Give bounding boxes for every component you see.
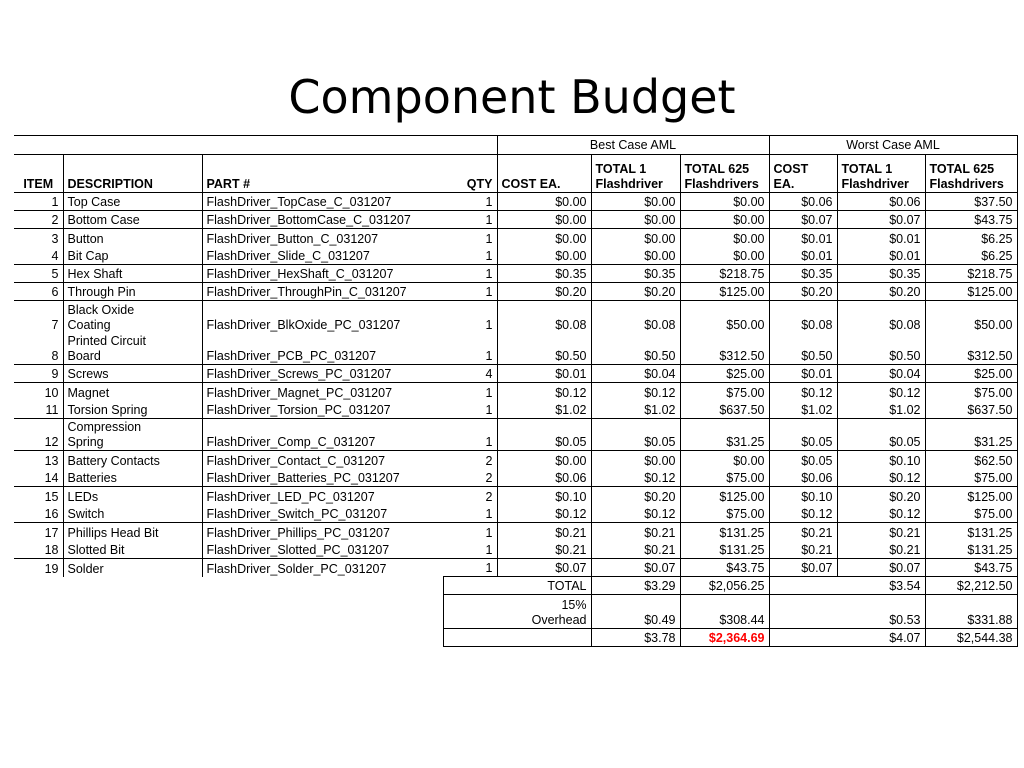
cell-worst-cost: $1.02 xyxy=(769,401,837,419)
cell-item: 10 xyxy=(14,383,63,401)
table-row xyxy=(14,211,1017,229)
cell-total1: $0.12 xyxy=(591,505,680,523)
description-line: Top Case xyxy=(67,195,121,209)
cell-description xyxy=(63,301,202,333)
cell-qty: 1 xyxy=(443,401,497,419)
cell-worst-total1: $0.21 xyxy=(837,541,925,559)
table-row xyxy=(14,541,1017,559)
cell-worst-total1: $0.07 xyxy=(837,559,925,577)
cell-worst-cost: $0.12 xyxy=(769,505,837,523)
cell-total1: $0.04 xyxy=(591,365,680,383)
cell-item: 11 xyxy=(14,401,63,419)
header-total625-line1: TOTAL 625 xyxy=(684,162,750,176)
cell-part: FlashDriver_Switch_PC_031207 xyxy=(202,505,443,523)
cell-total625: $131.25 xyxy=(680,541,769,559)
cell-description xyxy=(63,265,202,283)
table-row xyxy=(14,451,1017,469)
cell-worst-total625: $75.00 xyxy=(925,383,1017,401)
description-line: Coating xyxy=(67,317,111,332)
cell-item: 16 xyxy=(14,505,63,523)
table-row xyxy=(14,193,1017,211)
cell-total625: $50.00 xyxy=(680,301,769,333)
cell-worst-total625: $50.00 xyxy=(925,301,1017,333)
cell-total1: $0.21 xyxy=(591,541,680,559)
cell-worst-total1: $0.35 xyxy=(837,265,925,283)
cell-worst-total625: $131.25 xyxy=(925,541,1017,559)
cell-cost-ea: $0.10 xyxy=(497,487,591,505)
cell-qty: 1 xyxy=(443,247,497,265)
header-total1-line1: TOTAL 1 xyxy=(595,162,647,176)
cell-description xyxy=(63,469,202,487)
cell-qty: 1 xyxy=(443,229,497,247)
header-worst-total1-line1: TOTAL 1 xyxy=(841,162,893,176)
cell-worst-cost: $0.10 xyxy=(769,487,837,505)
description-line: Board xyxy=(67,349,101,363)
cell-worst-cost: $0.07 xyxy=(769,211,837,229)
cell-part: FlashDriver_Solder_PC_031207 xyxy=(206,561,387,576)
cell-worst-total1: $0.20 xyxy=(837,487,925,505)
cell-description xyxy=(63,333,202,365)
description-line: Bottom Case xyxy=(67,213,140,227)
cell-worst-cost: $0.01 xyxy=(769,229,837,247)
grand-best-1: $3.78 xyxy=(591,629,680,647)
cell-total625: $31.25 xyxy=(680,419,769,451)
cell-worst-total625: $25.00 xyxy=(925,365,1017,383)
grand-total-row xyxy=(14,629,1017,647)
cell-part: FlashDriver_Button_C_031207 xyxy=(206,231,379,246)
cell-part: FlashDriver_Screws_PC_031207 xyxy=(202,365,443,383)
cell-qty: 1 xyxy=(443,523,497,541)
cell-worst-cost: $0.20 xyxy=(769,283,837,301)
cell-cost-ea: $0.00 xyxy=(497,193,591,211)
overhead-label xyxy=(497,595,591,629)
description-line: Batteries xyxy=(67,471,117,485)
cell-worst-cost: $0.35 xyxy=(769,265,837,283)
cell-part: FlashDriver_Magnet_PC_031207 xyxy=(206,385,393,400)
cell-total625: $75.00 xyxy=(680,383,769,401)
overhead-row xyxy=(14,595,1017,629)
cell-worst-total1: $0.07 xyxy=(837,211,925,229)
header-worst-total625 xyxy=(925,155,1017,193)
table-row xyxy=(14,301,1017,333)
overhead-text: Overhead xyxy=(531,613,587,627)
description-line: Torsion Spring xyxy=(67,403,148,417)
cell-cost-ea: $0.00 xyxy=(497,247,591,265)
best-case-header: Best Case AML xyxy=(497,136,769,155)
cell-worst-total1: $0.50 xyxy=(837,333,925,365)
cell-description xyxy=(63,505,202,523)
cell-qty: 2 xyxy=(443,487,497,505)
cell-part: FlashDriver_ThroughPin_C_031207 xyxy=(202,283,443,301)
grand-worst-625: $2,544.38 xyxy=(925,629,1017,647)
cell-item: 6 xyxy=(14,283,63,301)
cell-part: FlashDriver_BottomCase_C_031207 xyxy=(202,211,443,229)
header-worst-total625-line1: TOTAL 625 xyxy=(929,162,995,176)
header-total1-line2: Flashdriver xyxy=(595,177,663,191)
cell-description xyxy=(63,365,202,383)
cell-item: 15 xyxy=(14,487,63,505)
cell-worst-total1: $0.05 xyxy=(837,419,925,451)
cell-total1: $0.12 xyxy=(591,383,680,401)
cell-total625: $0.00 xyxy=(680,193,769,211)
cell-item: 2 xyxy=(14,211,63,229)
cell-worst-cost: $0.08 xyxy=(769,301,837,333)
cell-worst-total625: $43.75 xyxy=(925,559,1017,577)
cell-worst-total1: $1.02 xyxy=(837,401,925,419)
cell-qty: 1 xyxy=(443,265,497,283)
cell-part: FlashDriver_LED_PC_031207 xyxy=(206,489,375,504)
cell-cost-ea: $0.00 xyxy=(497,229,591,247)
cell-cost-ea: $0.01 xyxy=(497,365,591,383)
description-line: LEDs xyxy=(67,489,99,504)
cell-total625: $312.50 xyxy=(680,333,769,365)
cell-item: 4 xyxy=(14,247,63,265)
cell-total625: $75.00 xyxy=(680,469,769,487)
cell-cost-ea: $0.07 xyxy=(497,559,591,577)
header-worst-cost xyxy=(769,155,837,193)
cell-worst-total1: $0.01 xyxy=(837,229,925,247)
table-row xyxy=(14,505,1017,523)
cell-cost-ea: $0.00 xyxy=(497,211,591,229)
grand-best-625-highlight: $2,364.69 xyxy=(680,629,769,647)
cell-cost-ea: $0.12 xyxy=(497,505,591,523)
cell-total625: $43.75 xyxy=(680,559,769,577)
cell-worst-total625: $637.50 xyxy=(925,401,1017,419)
description-line: Screws xyxy=(67,367,109,381)
description-line: Spring xyxy=(67,435,104,449)
cell-qty: 1 xyxy=(443,333,497,365)
description-line: Battery Contacts xyxy=(67,453,160,468)
cell-qty: 1 xyxy=(443,193,497,211)
cell-item: 3 xyxy=(14,229,63,247)
cell-total625: $218.75 xyxy=(680,265,769,283)
cell-worst-total625: $125.00 xyxy=(925,487,1017,505)
total-worst-1: $3.54 xyxy=(837,577,925,595)
cell-total1: $0.20 xyxy=(591,487,680,505)
cell-item: 13 xyxy=(14,451,63,469)
cell-item: 8 xyxy=(14,333,63,365)
cell-qty: 1 xyxy=(443,541,497,559)
total-best-625: $2,056.25 xyxy=(680,577,769,595)
cell-qty: 1 xyxy=(443,419,497,451)
cell-total1: $0.05 xyxy=(591,419,680,451)
cell-worst-total625: $31.25 xyxy=(925,419,1017,451)
overhead-best-1: $0.49 xyxy=(591,595,680,629)
total-best-1: $3.29 xyxy=(591,577,680,595)
header-worst-total1 xyxy=(837,155,925,193)
cell-part: FlashDriver_Torsion_PC_031207 xyxy=(202,401,443,419)
table-row xyxy=(14,559,1017,577)
cell-cost-ea: $0.21 xyxy=(497,523,591,541)
cell-total1: $0.35 xyxy=(591,265,680,283)
cell-worst-total625: $125.00 xyxy=(925,283,1017,301)
cell-part: FlashDriver_TopCase_C_031207 xyxy=(202,193,443,211)
column-header-row xyxy=(14,155,1017,193)
cell-worst-cost: $0.50 xyxy=(769,333,837,365)
header-worst-cost-line1: COST xyxy=(773,162,809,176)
cell-item: 7 xyxy=(14,301,63,333)
cell-total625: $0.00 xyxy=(680,451,769,469)
cell-description xyxy=(63,383,202,401)
component-budget-table xyxy=(14,135,1018,647)
table-row xyxy=(14,229,1017,247)
cell-worst-cost: $0.05 xyxy=(769,451,837,469)
cell-item: 19 xyxy=(14,559,63,577)
cell-item: 1 xyxy=(14,193,63,211)
table-row xyxy=(14,487,1017,505)
cell-worst-total625: $75.00 xyxy=(925,469,1017,487)
cell-part: FlashDriver_Slide_C_031207 xyxy=(202,247,443,265)
cell-worst-cost: $0.12 xyxy=(769,383,837,401)
cell-description xyxy=(63,559,202,577)
cell-worst-total625: $75.00 xyxy=(925,505,1017,523)
cell-cost-ea: $0.06 xyxy=(497,469,591,487)
grand-worst-1: $4.07 xyxy=(837,629,925,647)
cell-description xyxy=(63,211,202,229)
cell-cost-ea: $0.08 xyxy=(497,301,591,333)
table-row xyxy=(14,401,1017,419)
description-line: Button xyxy=(67,231,104,246)
cell-qty: 2 xyxy=(443,451,497,469)
table-row xyxy=(14,419,1017,451)
cell-cost-ea: $0.21 xyxy=(497,541,591,559)
page-title: Component Budget xyxy=(288,70,736,124)
cell-qty: 1 xyxy=(443,283,497,301)
description-line: Slotted Bit xyxy=(67,543,125,557)
cell-qty: 1 xyxy=(443,211,497,229)
cell-worst-total625: $131.25 xyxy=(925,523,1017,541)
description-line: Printed Circuit xyxy=(67,334,146,348)
description-line: Magnet xyxy=(67,385,110,400)
header-cost-ea: COST EA. xyxy=(497,155,591,193)
cell-part: FlashDriver_HexShaft_C_031207 xyxy=(202,265,443,283)
cell-item: 12 xyxy=(14,419,63,451)
table-row xyxy=(14,333,1017,365)
cell-worst-cost: $0.01 xyxy=(769,247,837,265)
cell-total1: $0.00 xyxy=(591,193,680,211)
header-worst-total1-line2: Flashdriver xyxy=(841,177,909,191)
cell-part: FlashDriver_Slotted_PC_031207 xyxy=(202,541,443,559)
cell-total1: $0.00 xyxy=(591,247,680,265)
cell-worst-total1: $0.04 xyxy=(837,365,925,383)
cell-total1: $0.07 xyxy=(591,559,680,577)
cell-worst-total625: $43.75 xyxy=(925,211,1017,229)
overhead-best-625: $308.44 xyxy=(680,595,769,629)
header-qty: QTY xyxy=(443,155,497,193)
cell-worst-total1: $0.06 xyxy=(837,193,925,211)
cell-qty: 1 xyxy=(443,301,497,333)
cell-cost-ea: $0.05 xyxy=(497,419,591,451)
cell-total625: $0.00 xyxy=(680,211,769,229)
cell-worst-cost: $0.05 xyxy=(769,419,837,451)
cell-part: FlashDriver_Comp_C_031207 xyxy=(202,419,443,451)
cell-worst-cost: $0.21 xyxy=(769,541,837,559)
cell-description xyxy=(63,487,202,505)
cell-description xyxy=(63,523,202,541)
cell-total1: $0.12 xyxy=(591,469,680,487)
budget-rows xyxy=(14,193,1017,577)
cell-worst-total1: $0.12 xyxy=(837,469,925,487)
cell-worst-cost: $0.06 xyxy=(769,469,837,487)
cell-part: FlashDriver_Batteries_PC_031207 xyxy=(202,469,443,487)
cell-description xyxy=(63,541,202,559)
cell-qty: 4 xyxy=(443,365,497,383)
cell-description xyxy=(63,247,202,265)
overhead-worst-625: $331.88 xyxy=(925,595,1017,629)
description-line: Solder xyxy=(67,561,104,576)
cell-cost-ea: $0.00 xyxy=(497,451,591,469)
cell-worst-total1: $0.01 xyxy=(837,247,925,265)
header-description: DESCRIPTION xyxy=(63,155,202,193)
cell-total1: $1.02 xyxy=(591,401,680,419)
header-item: ITEM xyxy=(14,155,63,193)
overhead-worst-1: $0.53 xyxy=(837,595,925,629)
cell-worst-total625: $6.25 xyxy=(925,229,1017,247)
cell-item: 14 xyxy=(14,469,63,487)
cell-cost-ea: $1.02 xyxy=(497,401,591,419)
header-total1 xyxy=(591,155,680,193)
table-row xyxy=(14,247,1017,265)
cell-cost-ea: $0.50 xyxy=(497,333,591,365)
header-total625-line2: Flashdrivers xyxy=(684,177,759,191)
cell-qty: 1 xyxy=(443,383,497,401)
cell-worst-total625: $6.25 xyxy=(925,247,1017,265)
summary-rows xyxy=(14,577,1017,647)
description-line: Hex Shaft xyxy=(67,267,123,281)
cell-total1: $0.50 xyxy=(591,333,680,365)
description-line: Compression xyxy=(67,420,142,434)
cell-worst-cost: $0.07 xyxy=(769,559,837,577)
cell-worst-total625: $312.50 xyxy=(925,333,1017,365)
cell-part: FlashDriver_Phillips_PC_031207 xyxy=(206,525,390,540)
cell-cost-ea: $0.35 xyxy=(497,265,591,283)
cell-worst-total1: $0.08 xyxy=(837,301,925,333)
total-label: TOTAL xyxy=(497,577,591,595)
cell-worst-total1: $0.10 xyxy=(837,451,925,469)
cell-total1: $0.00 xyxy=(591,211,680,229)
cell-description xyxy=(63,193,202,211)
header-total625 xyxy=(680,155,769,193)
cell-cost-ea: $0.20 xyxy=(497,283,591,301)
cell-worst-total625: $62.50 xyxy=(925,451,1017,469)
cell-total625: $125.00 xyxy=(680,487,769,505)
cell-part: FlashDriver_Contact_C_031207 xyxy=(206,453,386,468)
table-row xyxy=(14,265,1017,283)
total-row xyxy=(14,577,1017,595)
cell-worst-total1: $0.20 xyxy=(837,283,925,301)
total-worst-625: $2,212.50 xyxy=(925,577,1017,595)
cell-description xyxy=(63,419,202,451)
header-worst-total625-line2: Flashdrivers xyxy=(929,177,1004,191)
cell-item: 18 xyxy=(14,541,63,559)
cell-item: 17 xyxy=(14,523,63,541)
cell-total625: $637.50 xyxy=(680,401,769,419)
cell-worst-cost: $0.06 xyxy=(769,193,837,211)
cell-total625: $25.00 xyxy=(680,365,769,383)
cell-qty: 1 xyxy=(443,559,497,577)
table-row xyxy=(14,283,1017,301)
cell-worst-total625: $37.50 xyxy=(925,193,1017,211)
cell-worst-total625: $218.75 xyxy=(925,265,1017,283)
description-line: Through Pin xyxy=(67,285,136,299)
table-row xyxy=(14,523,1017,541)
header-worst-cost-line2: EA. xyxy=(773,177,795,191)
cell-total625: $75.00 xyxy=(680,505,769,523)
cell-worst-total1: $0.12 xyxy=(837,505,925,523)
cell-total625: $0.00 xyxy=(680,229,769,247)
cell-total625: $131.25 xyxy=(680,523,769,541)
cell-total1: $0.20 xyxy=(591,283,680,301)
cell-description xyxy=(63,229,202,247)
description-line: Bit Cap xyxy=(67,249,109,263)
description-line: Phillips Head Bit xyxy=(67,525,159,540)
table-row xyxy=(14,365,1017,383)
cell-description xyxy=(63,283,202,301)
header-part: PART # xyxy=(202,155,443,193)
cell-part: FlashDriver_BlkOxide_PC_031207 xyxy=(206,317,401,332)
cell-description xyxy=(63,451,202,469)
group-header-spacer xyxy=(14,136,497,155)
description-line: Switch xyxy=(67,507,105,521)
cell-cost-ea: $0.12 xyxy=(497,383,591,401)
cell-item: 5 xyxy=(14,265,63,283)
group-header-row xyxy=(14,136,1017,155)
cell-total625: $0.00 xyxy=(680,247,769,265)
cell-total1: $0.21 xyxy=(591,523,680,541)
worst-case-header: Worst Case AML xyxy=(769,136,1017,155)
cell-worst-total1: $0.12 xyxy=(837,383,925,401)
table-row xyxy=(14,469,1017,487)
cell-total625: $125.00 xyxy=(680,283,769,301)
cell-qty: 2 xyxy=(443,469,497,487)
cell-description xyxy=(63,401,202,419)
cell-total1: $0.08 xyxy=(591,301,680,333)
cell-item: 9 xyxy=(14,365,63,383)
cell-worst-total1: $0.21 xyxy=(837,523,925,541)
cell-total1: $0.00 xyxy=(591,451,680,469)
cell-worst-cost: $0.21 xyxy=(769,523,837,541)
table-row xyxy=(14,383,1017,401)
cell-part: FlashDriver_PCB_PC_031207 xyxy=(202,333,443,365)
cell-total1: $0.00 xyxy=(591,229,680,247)
cell-qty: 1 xyxy=(443,505,497,523)
cell-worst-cost: $0.01 xyxy=(769,365,837,383)
description-line: Black Oxide xyxy=(67,302,135,317)
overhead-percent: 15% xyxy=(561,598,587,612)
